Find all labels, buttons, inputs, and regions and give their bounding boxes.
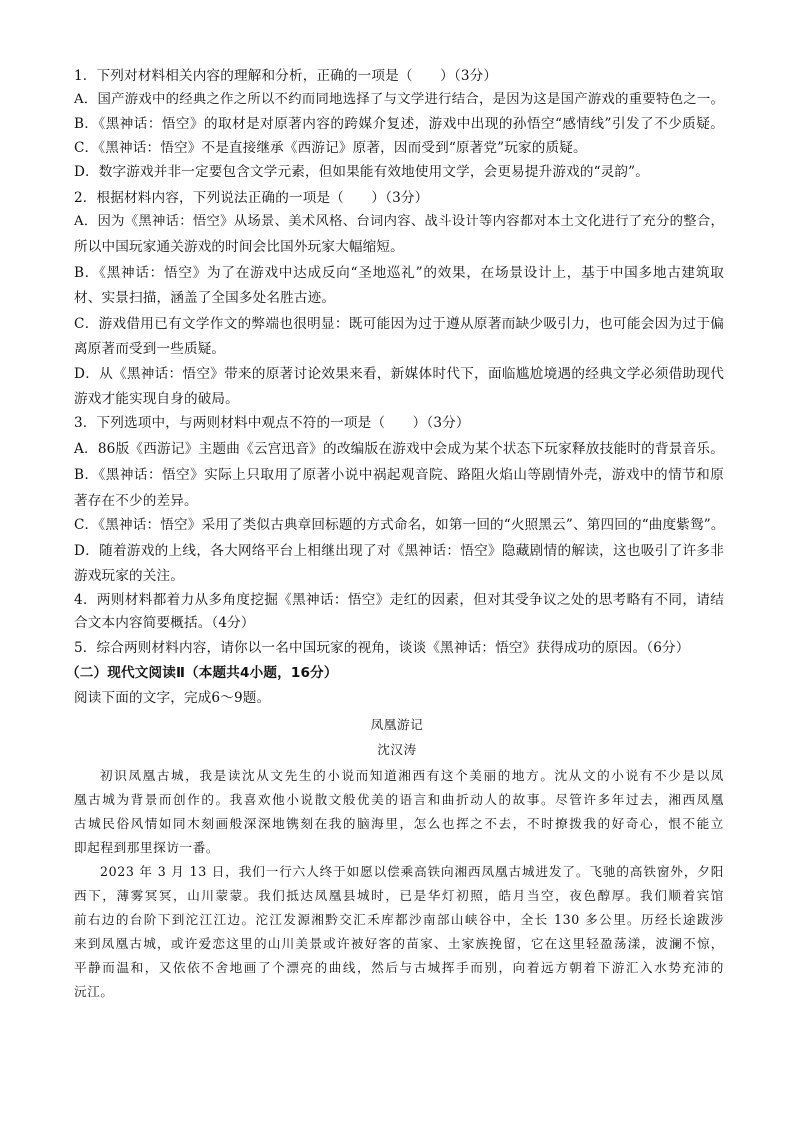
question-1-option-c: C．《黑神话：悟空》不是直接继承《西游记》原著，因而受到“原著党”玩家的质疑。 xyxy=(74,140,587,156)
question-2-option-d-cont: 游戏才能实现自身的破局。 xyxy=(74,391,239,407)
question-4-stem: 4．两则材料都着力从多角度挖掘《黑神话：悟空》走红的因素，但对其受争议之处的思考略有不同，请结 xyxy=(74,592,724,608)
question-1-option-a: A．国产游戏中的经典之作之所以不约而同地选择了与文学进行结合，是因为这是国产游戏的重要特色之一。 xyxy=(74,92,724,107)
section-heading: （二）现代文阅读Ⅱ（本题共4小题，16分） xyxy=(66,665,338,681)
question-3-stem: 3．下列选项中，与两则材料中观点不符的一项是（ ）（3分） xyxy=(74,415,470,431)
question-3-option-d-cont: 游戏玩家的关注。 xyxy=(74,568,184,584)
question-5-stem: 5．综合两则材料内容，请你以一名中国玩家的视角，谈谈《黑神话：悟空》获得成功的原因。（6分） xyxy=(74,640,690,656)
question-3-option-a: A．86版《西游记》主题曲《云宫迅音》的改编版在游戏中会成为某个状态下玩家释放技能时的背景音乐。 xyxy=(74,441,724,457)
essay-paragraph-2-line-1: 2023 年 3 月 13 日，我们一行六人终于如愿以偿乘高铁向湘西凤凰古城进发了。飞驰的高铁窗外，夕阳 xyxy=(100,864,724,879)
question-1-option-d: D．数字游戏并非一定要包含文学元素，但如果能有效地使用文学，会更易提升游戏的“灵韵”。 xyxy=(74,164,649,180)
essay-paragraph-2-line-5: 平静而温和，又依依不舍地画了个漂亮的曲线，然后与古城挥手而别，向着远方朝着下游汇入水势充沛的 xyxy=(74,960,724,975)
question-2-option-c: C．游戏借用已有文学作文的弊端也很明显：既可能因为过于遵从原著而缺少吸引力，也可能会因为过于偏 xyxy=(74,316,724,332)
question-4-stem-cont: 合文本内容简要概括。（4分） xyxy=(74,615,255,631)
question-3-option-c: C．《黑神话：悟空》采用了类似古典章回标题的方式命名，如第一回的“火照黑云”、第四回的“曲度紫鸳”。 xyxy=(74,517,725,533)
question-2-option-a-cont: 所以中国玩家通关游戏的时间会比国外玩家大幅缩短。 xyxy=(74,239,404,255)
essay-author: 沈汉涛 xyxy=(377,742,417,757)
essay-paragraph-2-line-4: 来到凤凰古城，或许爱恋这里的山川美景或许被好客的苗家、土家族挽留，它在这里轻盈荡漾，波澜不惊， xyxy=(74,936,724,951)
question-2-option-c-cont: 离原著而受到一些质疑。 xyxy=(74,341,226,357)
essay-title: 凤凰游记 xyxy=(370,717,424,732)
essay-paragraph-2-line-2: 西下，薄雾冥冥，山川蒙蒙。我们抵达凤凰县城时，已是华灯初照，皓月当空，夜色醇厚。我们顺着宾馆 xyxy=(74,888,724,903)
question-2-stem: 2．根据材料内容，下列说法正确的一项是（ ）（3分） xyxy=(74,190,429,206)
section-instruction: 阅读下面的文字，完成6～9题。 xyxy=(74,690,271,706)
question-2-option-b: B．《黑神话：悟空》为了在游戏中达成反向“圣地巡礼”的效果，在场景设计上，基于中国多地古建筑取 xyxy=(74,265,724,281)
essay-paragraph-1-line-1: 初识凤凰古城，我是读沈从文先生的小说而知道湘西有这个美丽的地方。沈从文的小说有不少是以凤 xyxy=(100,768,724,783)
question-1-stem: 1．下列对材料相关内容的理解和分析，正确的一项是（ ）（3分） xyxy=(74,68,498,84)
essay-paragraph-1-line-3: 古城民俗风情如同木刻画般深深地镌刻在我的脑海里，怎么也挥之不去，不时撩拨我的好奇心，恨不能立 xyxy=(74,816,724,831)
question-2-option-d: D．从《黑神话：悟空》带来的原著讨论效果来看，新媒体时代下，面临尴尬境遇的经典文学必须借助现代 xyxy=(74,366,724,382)
question-3-option-d: D．随着游戏的上线，各大网络平台上相继出现了对《黑神话：悟空》隐藏剧情的解读，这也吸引了许多非 xyxy=(74,543,724,559)
essay-paragraph-2-line-6: 沅江。 xyxy=(74,984,114,999)
essay-paragraph-1-line-4: 即起程到那里探访一番。 xyxy=(74,840,220,855)
essay-paragraph-2-line-3: 前右边的台阶下到沱江江边。沱江发源湘黔交汇禾库都沙南部山峡谷中，全长 130 多公里。历经长途跋涉 xyxy=(74,912,724,927)
question-2-option-a: A．因为《黑神话：悟空》从场景、美术风格、台词内容、战斗设计等内容都对本土文化进行了充分的整合， xyxy=(74,214,724,229)
question-1-option-b: B．《黑神话：悟空》的取材是对原著内容的跨媒介复述，游戏中出现的孙悟空“感情线”引发了不少质疑。 xyxy=(74,116,724,132)
essay-paragraph-1-line-2: 凰古城为背景而创作的。我喜欢他小说散文般优美的语言和曲折动人的故事。尽管许多年过去，湘西凤凰 xyxy=(74,792,724,807)
question-2-option-b-cont: 材、实景扫描，涵盖了全国多处名胜古迹。 xyxy=(74,290,336,306)
question-3-option-b-cont: 著存在不少的差异。 xyxy=(74,493,198,509)
question-3-option-b: B．《黑神话：悟空》实际上只取用了原著小说中祸起观音院、路阻火焰山等剧情外壳，游戏中的情节和原 xyxy=(74,467,724,483)
